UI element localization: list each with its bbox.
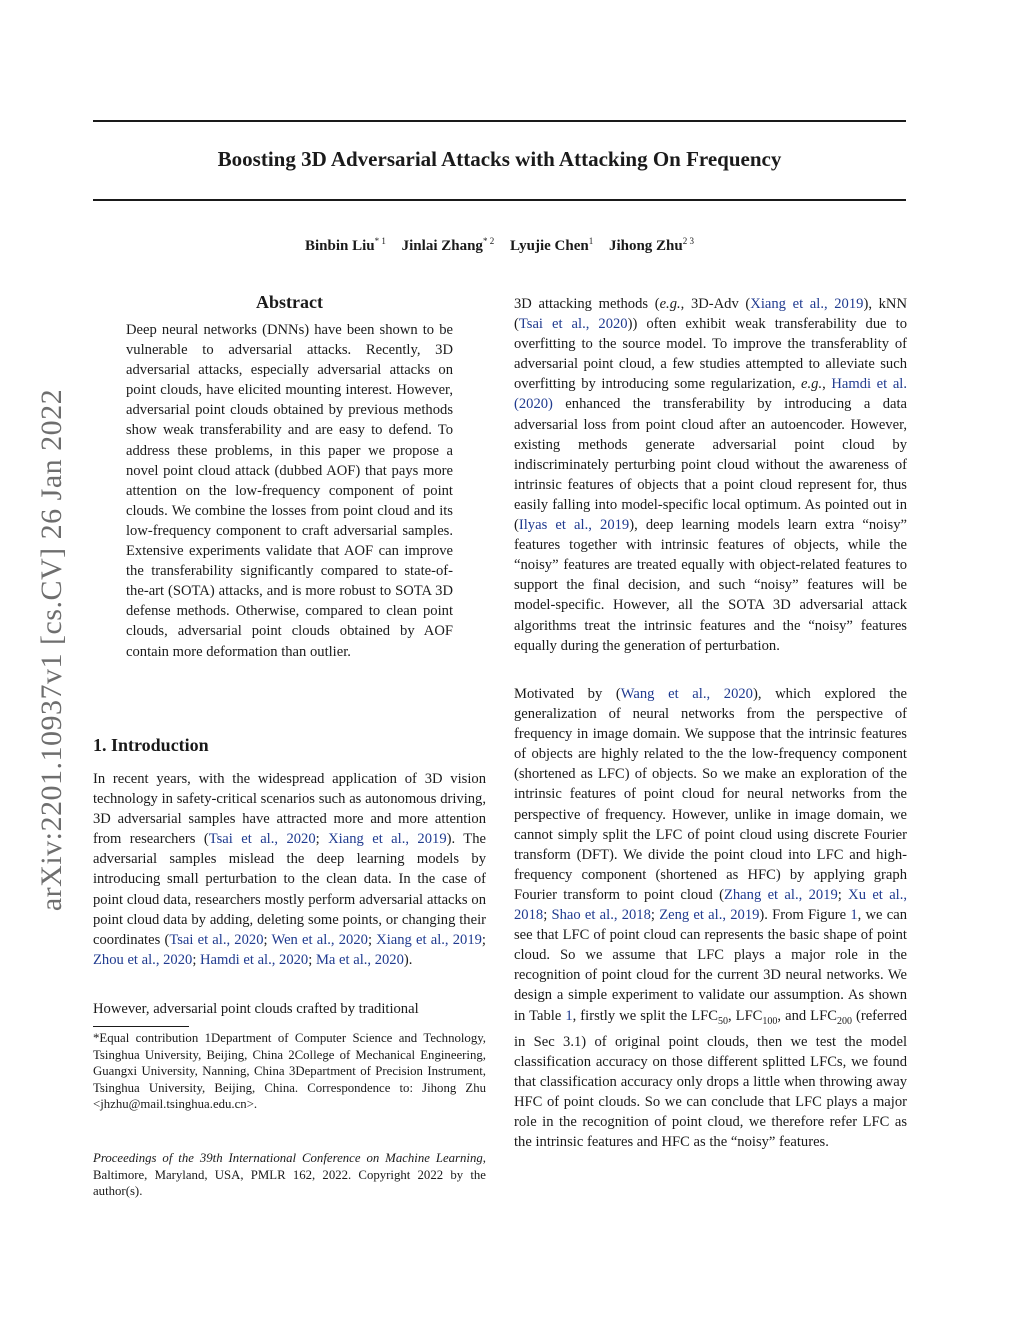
author-marks: * 2 xyxy=(482,236,495,246)
author-1 xyxy=(305,238,386,254)
text-run: enhanced the transferability by introducing a data adversarial loss from point cloud after an autoencoder. However, existing methods generate adversarial point cloud by indiscriminately perturbing point cloud without the awareness of intrinsic features of objects that a point cloud represent for, thus easily falling into model-specific local optimum. As pointed out in ( xyxy=(514,396,907,534)
author-marks: 2 3 xyxy=(682,236,694,246)
citation-link[interactable]: Zhang et al., 2019 xyxy=(723,886,838,903)
text-run: ). xyxy=(403,951,413,968)
author-list xyxy=(93,236,906,255)
table-reference-link[interactable]: 1 xyxy=(565,1007,573,1024)
author-2 xyxy=(402,238,495,254)
citation-link[interactable]: Xiang et al., 2019 xyxy=(328,831,447,848)
text-run: , we can see that LFC of point cloud can represents the basic shape of point cloud. So we assume that LFC plays a major role in the recognition of point cloud for the current 3D neural networks. We design a simple experiment to validate our assumption. As shown in Table xyxy=(514,907,908,1024)
citation-link[interactable]: Tsai et al., 2020 xyxy=(208,831,316,848)
footnote-text: *Equal contribution 1Department of Computer Science and Technology, Tsinghua University, Beijing, China 2College of Mechanical Engineering, Guangxi University, Nanning, China 3Department of Precision Instrument, Tsinghua University, Beijing, China. Correspondence to: Jihong Zhu <jhzhu@mail.tsinghua.edu.cn>. xyxy=(93,1031,486,1111)
citation-link[interactable]: Xiang et al., 2019 xyxy=(750,296,864,312)
abstract-heading: Abstract xyxy=(256,292,323,312)
citation-link[interactable]: Xiang et al., 2019 xyxy=(376,931,482,948)
arxiv-identifier: arXiv:2201.10937v1 [cs.CV] 26 Jan 2022 xyxy=(35,388,68,912)
citation-link[interactable]: Hamdi et al., 2020 xyxy=(200,951,309,968)
citation-link[interactable]: Tsai et al., 2020 xyxy=(518,316,628,333)
author-name: Lyujie Chen xyxy=(509,238,589,254)
intro-paragraph-2-text: However, adversarial point clouds crafted by traditional xyxy=(93,1001,419,1017)
author-name: Binbin Liu xyxy=(305,238,375,254)
author-name: Jinlai Zhang xyxy=(401,238,483,254)
citation-link[interactable]: Ma et al., 2020 xyxy=(315,951,404,968)
text-run: ; xyxy=(543,907,552,924)
text-run: e.g. xyxy=(659,296,681,312)
text-run: ). From Figure xyxy=(759,907,851,924)
author-name: Jihong Zhu xyxy=(608,238,683,254)
text-run: ). The adversarial samples mislead the deep learning models by introducing small perturbation to the clean data. In the case of point cloud data, researchers mostly perform adversarial attacks on point cloud data by adding, deleting some points, or changing their coordinates ( xyxy=(93,831,486,948)
right-paragraph-2 xyxy=(514,684,907,1152)
citation-link[interactable]: Zhou et al., 2020 xyxy=(93,951,193,968)
author-marks: * 1 xyxy=(374,236,386,246)
author-marks: 1 xyxy=(588,236,594,246)
author-4 xyxy=(609,238,694,254)
citation-link[interactable]: Wen et al., 2020 xyxy=(271,931,368,948)
citation-link[interactable]: Hamdi et al. (2020) xyxy=(514,376,908,413)
citation-link[interactable]: Xu et al., 2018 xyxy=(514,886,908,924)
text-run: ; xyxy=(263,931,272,948)
text-run: , 3D-Adv ( xyxy=(680,296,751,312)
abstract-text xyxy=(126,320,453,662)
text-run: ), which explored the generalization of neural networks from the perspective of frequency in image domain. We suppose that the intrinsic features of objects are highly related to the the low-frequency component (shortened as LFC) of objects. So we make an exploration of the intrinsic features of point cloud for neural networks from the perspective of frequency. However, unlike in image domain, we cannot simply split the LFC of point cloud using discrete Fourier transform (DFT). We divide the point cloud into LFC and high-frequency component (shortened as HFC) by applying graph Fourier transform to point cloud ( xyxy=(514,686,907,903)
author-3 xyxy=(510,238,593,254)
text-run: ), deep learning models learn extra “noisy” features together with intrinsic features of objects, while the “noisy” features are treated equally with object-related features to support the final decision, and such “noisy” features will be model-specific. However, all the SOTA 3D adversarial attack algorithms treat the intrinsic features and the “noisy” features equally during the generation of perturbation. xyxy=(514,517,907,654)
intro-paragraph-2 xyxy=(93,999,486,1019)
text-run: ; xyxy=(481,931,486,948)
section-heading-introduction: 1. Introduction xyxy=(93,735,209,755)
text-run: ), kNN ( xyxy=(514,296,907,333)
text-run: ; xyxy=(192,951,201,968)
subscript: 50 xyxy=(717,1015,728,1027)
text-run: )) often exhibit weak transferability due to overfitting to the source model. To improve the transferablity of adversarial point cloud, a few studies attempted to alleviate such overfitting by introducing some regularization, xyxy=(514,316,907,393)
text-run: In recent years, with the widespread application of 3D vision technology in safety-critical scenarios such as autonomous driving, 3D adversarial samples have attracted more and more attention from researchers ( xyxy=(93,771,486,848)
text-run: , xyxy=(822,376,832,393)
proceedings-details: , Baltimore, Maryland, USA, PMLR 162, 2022. Copyright 2022 by the author(s). xyxy=(93,1151,486,1198)
text-run: e.g. xyxy=(801,376,823,393)
text-run: ; xyxy=(308,951,316,968)
title-bottom-rule xyxy=(93,199,906,201)
citation-link[interactable]: Zeng et al., 2019 xyxy=(659,907,760,924)
text-run: Motivated by ( xyxy=(514,686,621,702)
right-paragraph-1 xyxy=(514,294,907,656)
intro-paragraph-1 xyxy=(93,769,486,970)
figure-reference-link[interactable]: 1 xyxy=(850,907,858,924)
text-run: ; xyxy=(315,831,329,848)
citation-link[interactable]: Tsai et al., 2020 xyxy=(169,931,264,948)
text-run: 3D attacking methods ( xyxy=(514,296,660,312)
top-rule xyxy=(93,120,906,122)
text-run: ; xyxy=(367,931,377,948)
citation-link[interactable]: Shao et al., 2018 xyxy=(551,907,651,924)
proceedings-note xyxy=(93,1150,486,1200)
text-run: , firstly we split the LFC xyxy=(572,1007,718,1024)
text-run: , and LFC xyxy=(777,1007,837,1024)
footnote xyxy=(93,1030,486,1113)
subscript: 200 xyxy=(836,1015,852,1027)
citation-link[interactable]: Ilyas et al., 2019 xyxy=(518,517,630,534)
citation-link[interactable]: Wang et al., 2020 xyxy=(620,686,753,702)
text-run: , LFC xyxy=(727,1007,763,1024)
footnote-rule xyxy=(93,1026,189,1027)
text-run: ; xyxy=(837,886,849,903)
subscript: 100 xyxy=(762,1015,778,1027)
paper-title: Boosting 3D Adversarial Attacks with Attacking On Frequency xyxy=(217,147,782,171)
proceedings-venue: Proceedings of the 39th International Conference on Machine Learning xyxy=(93,1151,483,1165)
text-run: (referred in Sec 3.1) of original point clouds, then we test the model classification accuracy on those different splitted LFCs, we found that classification accuracy only drops a little when throwing away HFC of point clouds. So we can conclude that LFC plays a major role in the recognition of point cloud, we therefore refer LFC as the intrinsic features and HFC as the “noisy” features. xyxy=(514,1007,907,1150)
text-run: ; xyxy=(650,907,660,924)
abstract-paragraph: Deep neural networks (DNNs) have been shown to be vulnerable to adversarial attacks. Recently, 3D adversarial attacks, especially adversarial attacks on point clouds, have elicited mounting interest. However, adversarial point clouds obtained by previous methods show weak transferability and are easy to defend. To address these problems, in this paper we propose a novel point cloud attack (dubbed AOF) that pays more attention on the low-frequency component of point clouds. We combine the losses from point cloud and its low-frequency component to craft adversarial samples. Extensive experiments validate that AOF can improve the transferability significantly compared to state-of-the-art (SOTA) attacks, and is more robust to SOTA 3D defense methods. Otherwise, compared to clean point clouds, adversarial point clouds obtained by AOF contain more deformation than outlier. xyxy=(126,322,453,660)
